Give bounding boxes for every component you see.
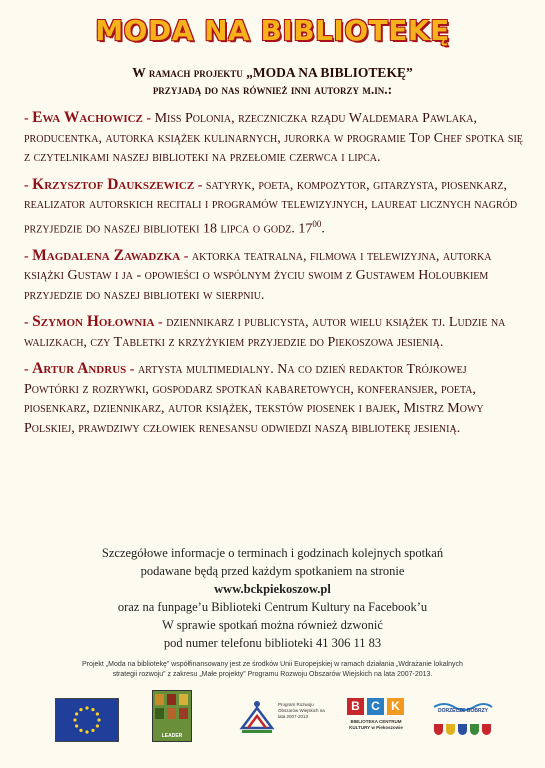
coat-of-arms-icon	[470, 724, 479, 735]
info-line-4: W sprawie spotkań można również dzwonić	[162, 618, 383, 632]
subtitle-line-2: przyjadą do nas również inni autorzy m.in.:	[152, 82, 393, 97]
coat-of-arms-icon	[482, 724, 491, 735]
author-name: Ewa Wachowicz	[32, 109, 143, 126]
author-list	[24, 108, 524, 445]
page-title: MODA NA BIBLIOTEKĘ	[95, 14, 450, 47]
prow-emblem-icon	[238, 698, 276, 740]
author-name: Magdalena Zawadzka	[32, 246, 181, 264]
info-line-2: podawane będą przed każdym spotkaniem na stronie	[140, 564, 405, 578]
bck-logo	[345, 698, 407, 742]
author-entry-zawadzka: - Magdalena Zawadzka - aktorka teatralna, filmowa i telewizyjna, autorka książki Gustaw i ja - opowieści o wspólnym życiu swoim z Gustawem Holoubkiem przyjedzie do naszej biblioteki w sierpniu.	[24, 246, 492, 303]
author-name: Szymon Hołownia	[32, 313, 155, 331]
coat-of-arms-icon	[434, 724, 443, 735]
author-entry-daukszewicz: - Krzysztof Daukszewicz - satyryk, poeta, kompozytor, gitarzysta, piosenkarz, realizator autorskich recitali i programów telewizyjnych, laureat licznych nagród przyjedzie do naszej biblioteki 18 lipca o godz. $17^{00}$.	[24, 175, 518, 237]
eu-flag-logo	[55, 698, 119, 742]
bck-letter: K	[387, 698, 404, 715]
phone-info: pod numer telefonu biblioteki 41 306 11 83	[163, 636, 382, 650]
prow-label: Program Rozwoju Obszarów Wiejskich na lata 2007-2013	[278, 702, 325, 719]
sponsor-logos	[0, 690, 545, 760]
author-description: Miss Polonia, rzeczniczka rządu Waldemara Pawlaka, producentka, autorka książek kulinarnych, jurorka w programie Top Chef spotka się z czytelnikami naszej biblioteki na przełomie czerwca i lipca.	[24, 111, 523, 165]
funding-line-2: strategii rozwoju” z zakresu „Małe projekty” Programu Rozwoju Obszarów Wiejskich na lata 2007-2013.	[112, 671, 433, 678]
author-description: satyryk, poeta, kompozytor, gitarzysta, piosenkarz, realizator autorskich recitali i programów telewizyjnych, laureat licznych nagród przyjedzie do naszej biblioteki 18 lipca o godz. 17	[24, 177, 518, 237]
website-link[interactable]: www.bckpiekoszow.pl	[214, 582, 331, 596]
coat-of-arms-icon	[446, 724, 455, 735]
eu-stars-icon	[56, 699, 118, 741]
author-description: aktorka teatralna, filmowa i telewizyjna, autorka książki Gustaw i ja - opowieści o wspólnym życiu swoim z Gustawem Holoubkiem przyjedzie do naszej biblioteki w sierpniu.	[24, 248, 492, 303]
author-entry-andrus: - Artur Andrus - artysta multimedialny. Na co dzień redaktor Trójkowej Powtórki z rozrywki, gospodarz spotkań kabaretowych, konferansjer, poeta, piosenkarz, dziennikarz, autor książek, tekstów piosenek i bajek, Mistrz Mowy Polskiej, prawdziwy człowiek renesansu odwiedzi naszą bibliotekę jesienią.	[24, 360, 484, 436]
bck-letter: B	[347, 698, 364, 715]
bck-label: BIBLIOTEKA CENTRUM KULTURY w Piekoszowie	[349, 719, 403, 730]
subtitle-line-1: W ramach projektu „MODA NA BIBLIOTEKĘ”	[132, 65, 413, 80]
author-entry-holownia: - Szymon Hołownia - dziennikarz i publicysta, autor wielu książek tj. Ludzie na walizkach, czy Tabletki z krzyżykiem przyjedzie do Piekoszowa jesienią.	[24, 313, 506, 350]
dorzecze-bobrzy-logo	[432, 698, 494, 746]
funding-line-1: Projekt „Moda na bibliotekę” współfinansowany jest ze środków Unii Europejskiej w ramach działania „Wdrażanie lokalnych	[82, 661, 463, 668]
funding-note	[30, 660, 515, 680]
contact-info	[0, 544, 545, 652]
leader-logo	[152, 690, 192, 742]
author-name: Artur Andrus	[32, 360, 127, 378]
author-name: Krzysztof Daukszewicz	[32, 175, 195, 193]
time-superscript: 00	[312, 218, 322, 229]
author-entry-wachowicz: - Ewa Wachowicz - Miss Polonia, rzeczniczka rządu Waldemara Pawlaka, producentka, autorka książek kulinarnych, jurorka w programie Top Chef spotka się z czytelnikami naszej biblioteki na przełomie czerwca i lipca.	[24, 109, 523, 165]
author-description: dziennikarz i publicysta, autor wielu książek tj. Ludzie na walizkach, czy Tabletki z krzyżykiem przyjedzie do Piekoszowa jesienią.	[24, 315, 506, 350]
author-description: artysta multimedialny. Na co dzień redaktor Trójkowej Powtórki z rozrywki, gospodarz spotkań kabaretowych, konferansjer, poeta, piosenkarz, dziennikarz, autor książek, tekstów piosenek i bajek, Mistrz Mowy Polskiej, prawdziwy człowiek renesansu odwiedzi naszą bibliotekę jesienią.	[24, 362, 484, 436]
dorzecze-label: DORZECZE BOBRZY	[438, 708, 488, 714]
subtitle	[0, 64, 545, 98]
info-line-3: oraz na funpage’u Biblioteki Centrum Kultury na Facebook’u	[117, 600, 428, 614]
info-line-1: Szczegółowe informacje o terminach i godzinach kolejnych spotkań	[101, 546, 444, 560]
bck-letter: C	[367, 698, 384, 715]
leader-label: LEADER	[161, 733, 183, 739]
coat-of-arms-icon	[458, 724, 467, 735]
prow-logo	[238, 698, 328, 740]
